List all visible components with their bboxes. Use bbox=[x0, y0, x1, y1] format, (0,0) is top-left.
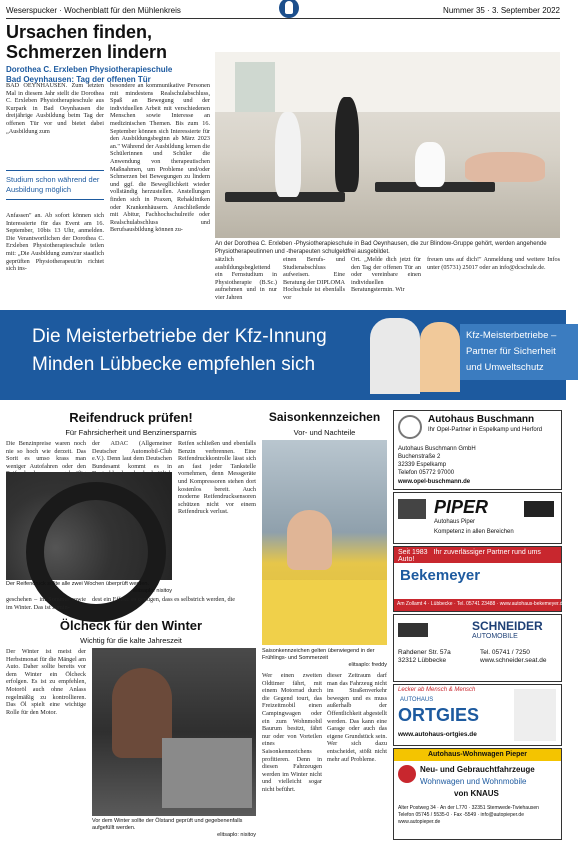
article-column: freuen uns auf dich!" Anmeldung und weitere Infos unter (05731) 25017 oder an info@dcschule.de. bbox=[427, 256, 560, 271]
ad-title: Autohaus-Wohnwagen Pieper bbox=[394, 749, 561, 761]
article-column: BAD OEYNHAUSEN. Zum letzten Mal in diesem Jahr stellt die Dorothea C. Erxleben Physiotherapieschule aus Kurpark in Bad Oeynhausen die dreijährige Ausbildung beim Tag der offenen Tür vor und bietet dabei „Ausbildung zum bbox=[6, 82, 104, 135]
article-physio bbox=[6, 22, 211, 85]
ad-tagline: Kompetenz in allen Bereichen bbox=[434, 529, 514, 535]
photo-caption: An der Dorothea C. Erxleben -Physiotherapieschule in Bad Oeynhausen, die zur Blindow-Gruppe gehört, werden angehende Physiotherapeutinnen und -therapeuten schulgeldfrei ausgebildet. bbox=[215, 241, 547, 255]
article-column: dest ein Effekt: es genügen, dass es selbstrich werden, die bbox=[92, 596, 236, 603]
ad-wohnwagen bbox=[393, 748, 562, 840]
brand-logos-icon bbox=[514, 689, 556, 741]
saison-title: Saisonkennzeichen bbox=[268, 410, 381, 424]
therapist bbox=[275, 112, 301, 197]
brand-icon bbox=[398, 765, 416, 783]
banner-line: Minden Lübbecke empfehlen sich bbox=[32, 354, 316, 375]
article-column: sätzlich ausbildungsbegleitend ein Fernstudium in Physiotherapie (B.Sc.) aufnehmen und in nur vier Jahren bbox=[215, 256, 277, 301]
ad-tagline: Lecker ab Mensch & Mensch bbox=[398, 687, 476, 693]
ad-line: Autohaus Buschmann GmbH bbox=[398, 446, 476, 452]
saison-subtitle: Vor- und Nachteile bbox=[293, 428, 356, 437]
newspaper-logo-icon bbox=[279, 0, 299, 18]
headline-line: Ursachen finden, bbox=[6, 22, 153, 42]
ad-subtitle: Ihr Opel-Partner in Espelkamp und Herford bbox=[428, 427, 543, 433]
ad-address bbox=[398, 445, 476, 477]
article-column: einen Berufs- und Studienabschluss aufweisen. Eine Beratung der DIPLOMA Hochschule ist ebenfalls vor bbox=[283, 256, 345, 301]
tire-photo bbox=[6, 472, 172, 580]
mechanic-photo bbox=[92, 648, 256, 816]
article-headline bbox=[6, 22, 211, 62]
ad-line[interactable]: www.schneider.seat.de bbox=[480, 657, 547, 664]
ad-line: von KNAUS bbox=[454, 789, 499, 798]
article-column: geschehen – im Sommer sowie im Winter. Das ist zumin- bbox=[6, 596, 86, 611]
photo-credit: elitsaplo: nisitoy bbox=[133, 588, 172, 594]
article-column: Die Benzinpreise waren noch nie so hoch wie derzeit. Das Sorit es umso krass man weniger Autofahren oder den bbox=[6, 440, 86, 470]
banner-side-text bbox=[460, 324, 578, 380]
subtitle-line: Dorothea C. Erxleben Physiotherapieschule bbox=[6, 65, 173, 74]
ad-brand: PIPER bbox=[434, 497, 489, 517]
ad-piper bbox=[393, 492, 562, 544]
ad-line: Alter Postweg 34 · An der L770 · 32351 Stemwede-Twiehausen bbox=[398, 805, 539, 811]
ad-brand: SCHNEIDER bbox=[472, 619, 543, 633]
ad-bekemeyer bbox=[393, 546, 566, 612]
page-header bbox=[6, 0, 560, 19]
kia-logo-icon bbox=[524, 501, 554, 517]
seat-logo-icon bbox=[398, 623, 428, 637]
ad-header-strip bbox=[394, 547, 561, 563]
ad-address bbox=[398, 805, 557, 826]
oel-title: Ölcheck für den Winter bbox=[59, 618, 203, 633]
photo-credit: elitsaplo: freddy bbox=[348, 662, 387, 668]
banner-side-line: Kfz-Meisterbetriebe – bbox=[466, 330, 557, 341]
ad-buschmann bbox=[393, 410, 562, 490]
ad-line: Rahdener Str. 57a bbox=[398, 649, 451, 656]
ad-line: Tel. 05741 / 7250 bbox=[480, 649, 530, 656]
banner-line: Die Meisterbetriebe der Kfz-Innung bbox=[32, 326, 327, 347]
photo-caption: Vor dem Winter sollte der Ölstand geprüft und gegebenenfalls aufgefüllt werden. bbox=[92, 818, 243, 831]
ad-ortgies bbox=[393, 684, 562, 746]
ad-line: Wohnwagen und Wohnmobile bbox=[420, 777, 527, 786]
physiotherapy-photo bbox=[215, 52, 560, 238]
ad-line: 32339 Espelkamp bbox=[398, 462, 447, 468]
ad-brand: ORTGIES bbox=[398, 705, 480, 725]
ad-subtitle: AUTOHAUS bbox=[400, 697, 434, 703]
patient bbox=[465, 152, 545, 182]
cabrio-photo bbox=[262, 440, 387, 645]
ad-contact bbox=[480, 649, 546, 665]
ad-line[interactable]: www.autopieper.de bbox=[398, 819, 441, 825]
student bbox=[415, 142, 445, 187]
article-column: besondere an kommunikative Personen mit mindestens Realschulabschluss, Spaß an Bewegung und der individuellen Arbeit mit verschiedenen Menschen sowie Interesse an medizinischen Themen. Bis zum 16. September können sich Interessierte für den Ausbildungsbeginn ab März 2023 an." Während der Ausbildung lernen die Schülerinnen und Schüler die Anwendung von therapeutischen Maßnahmen, um Probleme und/oder Schmerzen bei Bewegungen zu lindern und ggf. die Bewegllichkeit wieder vollständig herzustellen. Anstellungen finden sich in Praxen, Rehakliniken oder Krankenhäusern. Anschließende mit Abitur, Fachhochschulreife oder Realschulabschluss und Berufsausbildung können zu- bbox=[110, 82, 210, 234]
publication-name: Weserspucker · Wochenblatt für den Mühlenkreis bbox=[6, 6, 181, 15]
article-column: Ort. „Melde dich jetzt für den Tag der offenen Tür an oder vereinbare einen individuellen Beratungstermin. Wir bbox=[351, 256, 421, 294]
student bbox=[335, 97, 359, 192]
headline-line: Schmerzen lindern bbox=[6, 42, 168, 62]
ad-schneider bbox=[393, 614, 562, 682]
ad-line: Telefon 05772 97000 bbox=[398, 470, 455, 476]
engine bbox=[162, 738, 252, 808]
article-column: dieser Zeitraum darf man das Fahrzeug nicht im Straßenverkehr bewegen und es muss außerhalb der Öffentlichkeit abgestellt werden. Das kann eine Garage oder auch das eigene Grundstück sein. Wer sich dazu entscheidet, stößt nicht mehr auf Probleme. bbox=[327, 672, 387, 763]
ad-line: Neu- und Gebrauchtfahrzeuge bbox=[420, 765, 535, 774]
pull-quote: Studium schon während der Ausbildung möglich bbox=[6, 170, 104, 200]
article-column: Wer einen zweiten Oldtimer fährt, mit einem Motorrad durch die Gegend tourt, das Freizeitmobil einen Campingwagen oder ein zum Wohnmobil Baurum besitzt, fährt nur oder von Vorteilen eines Saisonkennzeichens profitieren. Denn in diesen Fahrzeugen werden im Winter nicht und vielleicht sogar nicht beführt. bbox=[262, 672, 322, 793]
ad-subtitle: Autohaus Piper bbox=[434, 519, 476, 525]
issue-number: Nummer 35 · 3. September 2022 bbox=[443, 6, 560, 15]
mechanic-figure bbox=[370, 318, 420, 394]
ad-subtitle: AUTOMOBILE bbox=[472, 633, 518, 640]
subtitle-line: Bad Oeynhausen: Tag der offenen Tür bbox=[6, 75, 151, 84]
reifen-title: Reifendruck prüfen! bbox=[69, 410, 193, 425]
banner-side-line: Partner für Sicherheit bbox=[466, 346, 556, 357]
article-column: Reifen schließen und ebenfalls Benzin verbrennen. Eine Reifendruckkontrolle lässt sich an fast jeder Tankstelle vornehmen, denn Messgeräte und Kompressoren stehen dort kostenlos bereit. Auch moderne Reifendrucksensoren schützen nicht vor einem Reifendruck verlust. bbox=[178, 440, 256, 516]
yellow-car bbox=[262, 580, 387, 645]
ad-title: Autohaus Buschmann bbox=[428, 414, 535, 425]
reifen-subtitle: Für Fahrsicherheit und Benzinersparnis bbox=[65, 428, 197, 437]
article-column: der ADAC (Allgemeiner Deutscher Automobil-Club e.V.). Denn laut dem Deutschen Bundesamt kommt es in bbox=[92, 440, 172, 470]
photo-caption: Der Reifendruck sollte alle zwei Wochen überprüft werden. bbox=[6, 581, 149, 587]
ad-line: Telefon 05745 / 5535-0 · Fax -5549 · info@autopieper.de bbox=[398, 812, 524, 818]
photo-credit: elitsaplo: nisitoy bbox=[217, 832, 256, 838]
article-column: Anfassen" an. Ab sofort können sich Interessierte für das Event am 16. September, 10bis 13 Uhr, anmelden. Die Verantwortlichen der Dorothea C. Erxleben Physiotherapieschule teilen mit: „Die Ausbildung zum/zur staatlich geprüften Physiotherapeut/in richtet sich ins- bbox=[6, 212, 104, 273]
ad-line: Buchenstraße 2 bbox=[398, 454, 441, 460]
ad-line: 32312 Lübbecke bbox=[398, 657, 447, 664]
mechanic-figure bbox=[420, 322, 460, 392]
ad-address bbox=[398, 649, 451, 665]
photo-caption: Saisonkennzeichen gelten überwiegend in der Frühlings- und Sommerzeit bbox=[262, 648, 375, 661]
ad-address: Am Zollamt 4 · Lübbecke · Tel. 05741 23488 · www.autohaus-bekemeyer.de bbox=[394, 599, 561, 611]
ad-website[interactable]: www.opel-buschmann.de bbox=[398, 479, 471, 485]
woman-driver bbox=[287, 510, 332, 570]
oel-subtitle: Wichtig für die kalte Jahreszeit bbox=[80, 636, 182, 645]
ad-since: Seit 1983 bbox=[398, 549, 428, 556]
mazda-logo-icon bbox=[398, 499, 426, 519]
innung-banner bbox=[0, 310, 566, 400]
ad-tagline: Ihr zuverlässiger Partner rund ums Auto! bbox=[398, 549, 541, 563]
banner-side-line: und Umweltschutz bbox=[466, 362, 544, 373]
opel-logo-icon bbox=[398, 415, 422, 439]
ad-brand: Bekemeyer bbox=[400, 567, 481, 584]
window bbox=[235, 62, 275, 112]
article-column: Der Winter ist meist der Herbstmonat für die Mängel am Auto. Daher sollte bereits vor dem Winter ein Ölcheck erfolgen. Es ist zu empfehlen, Motoröl auch ohne Anlass regelmäßig zu kontrollieren. Das Öl spielt eine wichtige Rolle für den Motor. bbox=[6, 648, 86, 716]
ad-website[interactable]: www.autohaus-ortgies.de bbox=[398, 731, 477, 738]
